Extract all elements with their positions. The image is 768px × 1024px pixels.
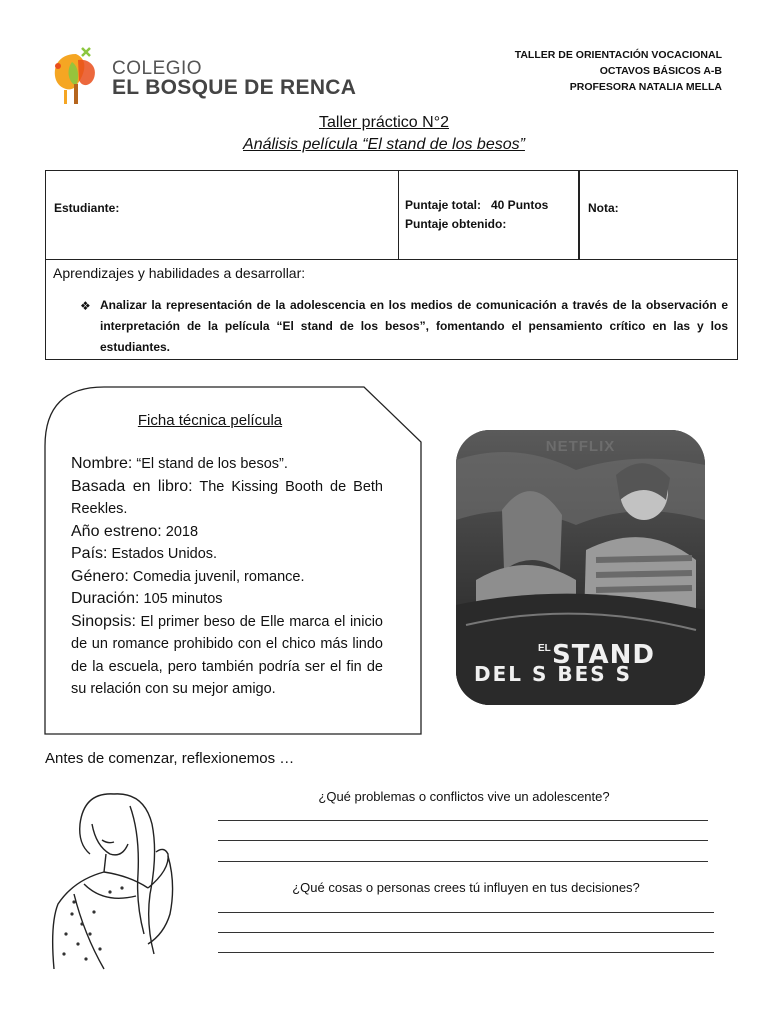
movie-info-body [71, 453, 383, 701]
answer-line-2c[interactable] [218, 952, 714, 953]
learning-goals-title: Aprendizajes y habilidades a desarrollar: [53, 265, 306, 281]
course-header-line1: TALLER DE ORIENTACIÓN VOCACIONAL [514, 49, 722, 61]
answer-line-2a[interactable] [218, 912, 714, 913]
score-cell[interactable] [398, 171, 580, 259]
school-name-line2: EL BOSQUE DE RENCA [112, 76, 357, 99]
movie-country-value: Estados Unidos. [107, 546, 218, 562]
school-logo-icon [46, 46, 106, 108]
diamond-bullet-icon: ❖ [80, 299, 91, 313]
reflection-heading: Antes de comenzar, reflexionemos … [45, 750, 295, 767]
movie-genre-row [71, 566, 383, 589]
movie-country-key: País: [71, 545, 108, 562]
movie-duration-value: 105 minutos [139, 591, 223, 607]
movie-synopsis-key: Sinopsis: [71, 612, 136, 630]
answer-line-1a[interactable] [218, 820, 708, 821]
answer-line-1b[interactable] [218, 840, 708, 841]
question-2: ¿Qué cosas o personas crees tú influyen en tus decisiones? [292, 880, 640, 895]
movie-genre-value: Comedia juvenil, romance. [128, 568, 305, 585]
school-name-line1: COLEGIO [112, 58, 203, 79]
thinking-girl-illustration-icon [44, 784, 194, 974]
poster-title-el: EL [538, 643, 551, 654]
course-header-line2: OCTAVOS BÁSICOS A-B [599, 65, 722, 77]
student-name-cell[interactable] [46, 171, 399, 259]
poster-title-line2: DEL S BES S [474, 662, 633, 686]
movie-poster [456, 430, 705, 705]
movie-synopsis-value: El primer beso de Elle marca el inicio de un romance prohibido con el chico más lindo de la escuela, pero también podría ser el fin de su relación con su mejor amigo. [71, 613, 383, 697]
course-header [515, 47, 722, 95]
movie-synopsis-row [71, 611, 383, 701]
grade-label: Nota: [588, 201, 619, 215]
movie-duration-row [71, 588, 383, 611]
student-label: Estudiante: [54, 201, 120, 215]
movie-genre-key: Género: [71, 567, 129, 585]
poster-title-line1: STAND [552, 640, 655, 670]
course-header-line3: PROFESORA NATALIA MELLA [569, 81, 722, 93]
obtained-score-label: Puntaje obtenido: [405, 217, 507, 231]
student-info-row [46, 171, 737, 260]
worksheet-subtitle: Análisis película “El stand de los besos” [243, 136, 525, 153]
movie-year-value: 2018 [161, 523, 199, 540]
movie-year-row [71, 521, 383, 544]
learning-goals-text: Analizar la representación de la adolescencia en los medios de comunicación a través de la observación e interpretación de la película “El stand de los besos”, fomentando el pensamiento crítico en las y los estudiantes. [100, 298, 728, 354]
movie-duration-key: Duración: [71, 590, 140, 607]
movie-year-key: Año estreno: [71, 522, 162, 540]
answer-line-2b[interactable] [218, 932, 714, 933]
movie-book-value: The Kissing Booth de Beth Reekles. [71, 478, 383, 517]
worksheet-title: Taller práctico N°2 [319, 114, 449, 131]
question-1: ¿Qué problemas o conflictos vive un adolescente? [318, 789, 610, 804]
movie-country-row [71, 543, 383, 566]
movie-book-row [71, 476, 383, 521]
total-score-label: Puntaje total: 40 Puntos [405, 198, 549, 212]
movie-name-row [71, 453, 383, 476]
movie-info-title: Ficha técnica película [137, 412, 283, 429]
grade-cell[interactable] [580, 171, 737, 259]
student-info-table [45, 170, 738, 360]
movie-book-key: Basada en libro: [71, 477, 193, 495]
answer-line-1c[interactable] [218, 861, 708, 862]
poster-brand: NETFLIX [545, 438, 616, 455]
movie-name-key: Nombre: [71, 455, 133, 472]
movie-name-value: “El stand de los besos”. [132, 456, 288, 472]
